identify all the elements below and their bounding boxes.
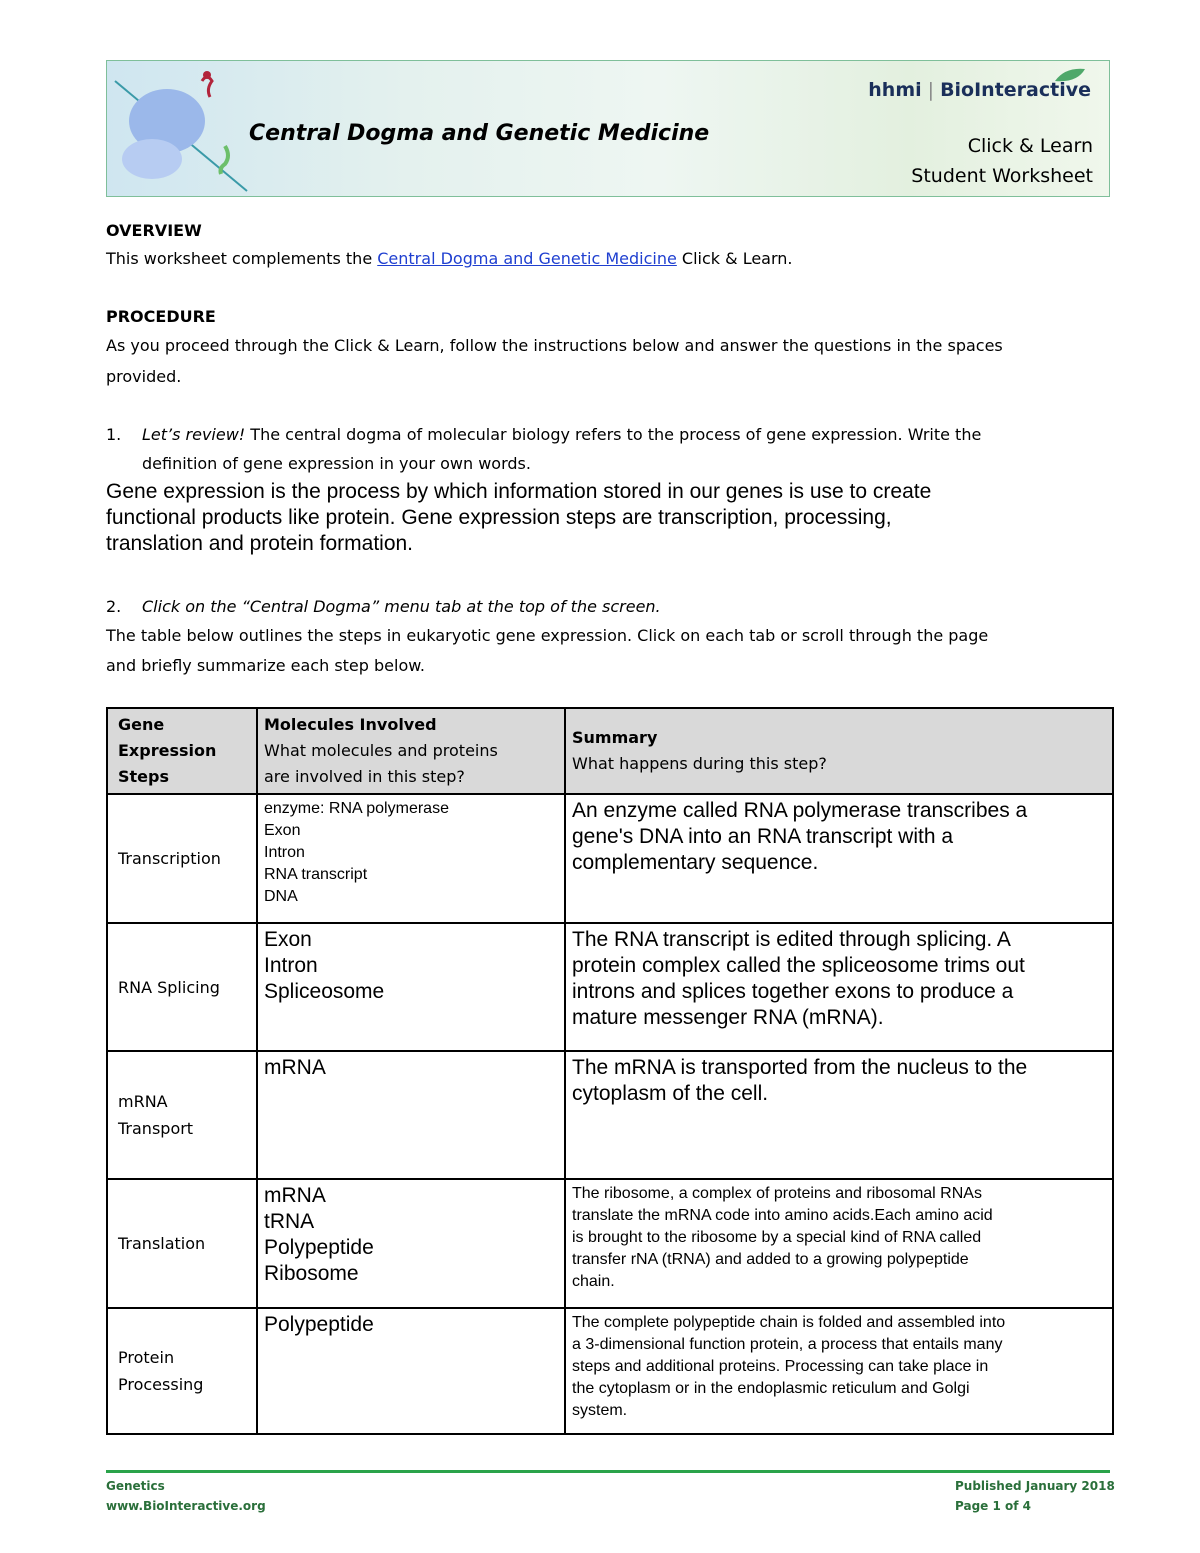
step-name [107, 1051, 257, 1179]
header-steps-line: Steps [118, 767, 169, 786]
molecule-item: enzyme: RNA polymerase [264, 800, 449, 817]
summary-line: chain. [572, 1273, 615, 1290]
procedure-line2: provided. [106, 367, 182, 386]
brand-hhmi: hhmi [868, 79, 922, 101]
brand-biointeractive: BioInteractive [940, 79, 1091, 101]
q1-answer[interactable] [106, 479, 1086, 557]
page-title: Central Dogma and Genetic Medicine [249, 121, 710, 146]
summary-line: introns and splices together exons to produce a [572, 980, 1014, 1003]
summary-line: gene's DNA into an RNA transcript with a [572, 825, 954, 848]
step-name-line: Transport [118, 1119, 194, 1138]
summary-line: steps and additional proteins. Processing can take place in [572, 1358, 989, 1375]
footer-left [106, 1476, 266, 1516]
q1-line1 [142, 420, 981, 449]
header-molecules [257, 708, 565, 794]
molecules-cell[interactable] [257, 1051, 565, 1179]
molecule-item: tRNA [264, 1210, 315, 1233]
step-name: RNA Splicing [107, 923, 257, 1051]
step-name-line: Processing [118, 1375, 204, 1394]
header-molecules-sub: are involved in this step? [264, 767, 465, 786]
summary-line: cytoplasm of the cell. [572, 1082, 769, 1105]
q2-italic: Click on the “Central Dogma” menu tab at the top of the screen. [142, 597, 661, 616]
molecule-item: Polypeptide [264, 1236, 374, 1259]
summary-line: is brought to the ribosome by a special kind of RNA called [572, 1229, 982, 1246]
summary-line: mature messenger RNA (mRNA). [572, 1006, 884, 1029]
summary-line: translate the mRNA code into amino acids.Each amino acid [572, 1207, 993, 1224]
procedure-line1: As you proceed through the Click & Learn, follow the instructions below and answer the questions in the spaces [106, 336, 1003, 355]
molecule-item: mRNA [264, 1184, 326, 1207]
table-row [107, 1179, 1113, 1308]
molecules-cell[interactable] [257, 923, 565, 1051]
table-row [107, 923, 1113, 1051]
footer-right [955, 1476, 1115, 1516]
summary-line: system. [572, 1402, 628, 1419]
summary-line: protein complex called the spliceosome trims out [572, 954, 1025, 977]
molecule-item: Exon [264, 928, 312, 951]
overview-text [106, 244, 793, 273]
footer-published: Published January 2018 [955, 1479, 1115, 1493]
molecule-item: mRNA [264, 1056, 326, 1079]
q2-instruction [142, 592, 661, 621]
central-dogma-link[interactable]: Central Dogma and Genetic Medicine [377, 249, 677, 268]
summary-line: transfer rNA (tRNA) and added to a growing polypeptide [572, 1251, 969, 1268]
header-steps-line: Expression [118, 741, 217, 760]
q1-line2: definition of gene expression in your own words. [142, 454, 531, 473]
procedure-heading: PROCEDURE [106, 307, 216, 326]
molecules-cell[interactable] [257, 794, 565, 923]
molecule-item: Exon [264, 822, 301, 839]
molecule-item: Intron [264, 954, 318, 977]
summary-cell[interactable] [565, 1051, 1113, 1179]
footer-divider [106, 1470, 1110, 1473]
molecule-item: Polypeptide [264, 1313, 374, 1336]
table-row [107, 1051, 1113, 1179]
summary-cell[interactable] [565, 1308, 1113, 1434]
header-banner [106, 60, 1110, 197]
summary-line: The ribosome, a complex of proteins and ribosomal RNAs [572, 1185, 982, 1202]
summary-line: The RNA transcript is edited through splicing. A [572, 928, 1011, 951]
ribosome-illustration-icon [107, 61, 257, 196]
summary-cell[interactable] [565, 923, 1113, 1051]
q2-number: 2. [106, 597, 122, 616]
header-steps-line: Gene [118, 715, 165, 734]
q1-number: 1. [106, 425, 122, 444]
footer-page-number: Page 1 of 4 [955, 1499, 1031, 1513]
q1-answer-line: functional products like protein. Gene expression steps are transcription, processing, [106, 506, 892, 529]
header-molecules-sub: What molecules and proteins [264, 741, 498, 760]
step-name [107, 1308, 257, 1434]
tag-student-worksheet: Student Worksheet [911, 165, 1093, 187]
gene-expression-table [106, 707, 1114, 1435]
summary-line: The mRNA is transported from the nucleus to the [572, 1056, 1028, 1079]
overview-heading: OVERVIEW [106, 221, 202, 240]
table-header-row [107, 708, 1113, 794]
header-summary [565, 708, 1113, 794]
summary-cell[interactable] [565, 1179, 1113, 1308]
step-name: Transcription [107, 794, 257, 923]
header-summary-sub: What happens during this step? [572, 754, 827, 773]
header-steps [107, 708, 257, 794]
q1-answer-line: translation and protein formation. [106, 532, 414, 555]
molecules-cell[interactable] [257, 1308, 565, 1434]
footer-website[interactable]: www.BioInteractive.org [106, 1499, 266, 1513]
molecule-item: Spliceosome [264, 980, 385, 1003]
molecule-item: RNA transcript [264, 866, 368, 883]
q1-text: The central dogma of molecular biology refers to the process of gene expression. Write the [245, 425, 982, 444]
q1-italic: Let’s review! [142, 425, 246, 444]
summary-line: The complete polypeptide chain is folded and assembled into [572, 1314, 1006, 1331]
summary-line: a 3-dimensional function protein, a process that entails many [572, 1336, 1003, 1353]
molecule-item: Intron [264, 844, 305, 861]
step-name: Translation [107, 1179, 257, 1308]
summary-line: An enzyme called RNA polymerase transcribes a [572, 799, 1028, 822]
table-row [107, 1308, 1113, 1434]
tag-click-learn: Click & Learn [967, 135, 1093, 157]
step-name-line: Protein [118, 1348, 175, 1367]
molecules-cell[interactable] [257, 1179, 565, 1308]
summary-line: complementary sequence. [572, 851, 819, 874]
table-row [107, 794, 1113, 923]
brand-logo: hhmi | BioInteractive [868, 79, 1091, 101]
q2-line2: and briefly summarize each step below. [106, 656, 425, 675]
molecule-item: Ribosome [264, 1262, 359, 1285]
q2-line1: The table below outlines the steps in eukaryotic gene expression. Click on each tab or scroll through the page [106, 626, 989, 645]
overview-text-before: This worksheet complements the [106, 249, 378, 268]
footer-subject: Genetics [106, 1479, 165, 1493]
q1-answer-line: Gene expression is the process by which information stored in our genes is use to create [106, 480, 932, 503]
overview-text-after: Click & Learn. [676, 249, 793, 268]
summary-line: the cytoplasm or in the endoplasmic reticulum and Golgi [572, 1380, 970, 1397]
step-name-line: mRNA [118, 1092, 168, 1111]
molecule-item: DNA [264, 888, 298, 905]
summary-cell[interactable] [565, 794, 1113, 923]
header-summary-title: Summary [572, 728, 658, 747]
header-molecules-title: Molecules Involved [264, 715, 437, 734]
